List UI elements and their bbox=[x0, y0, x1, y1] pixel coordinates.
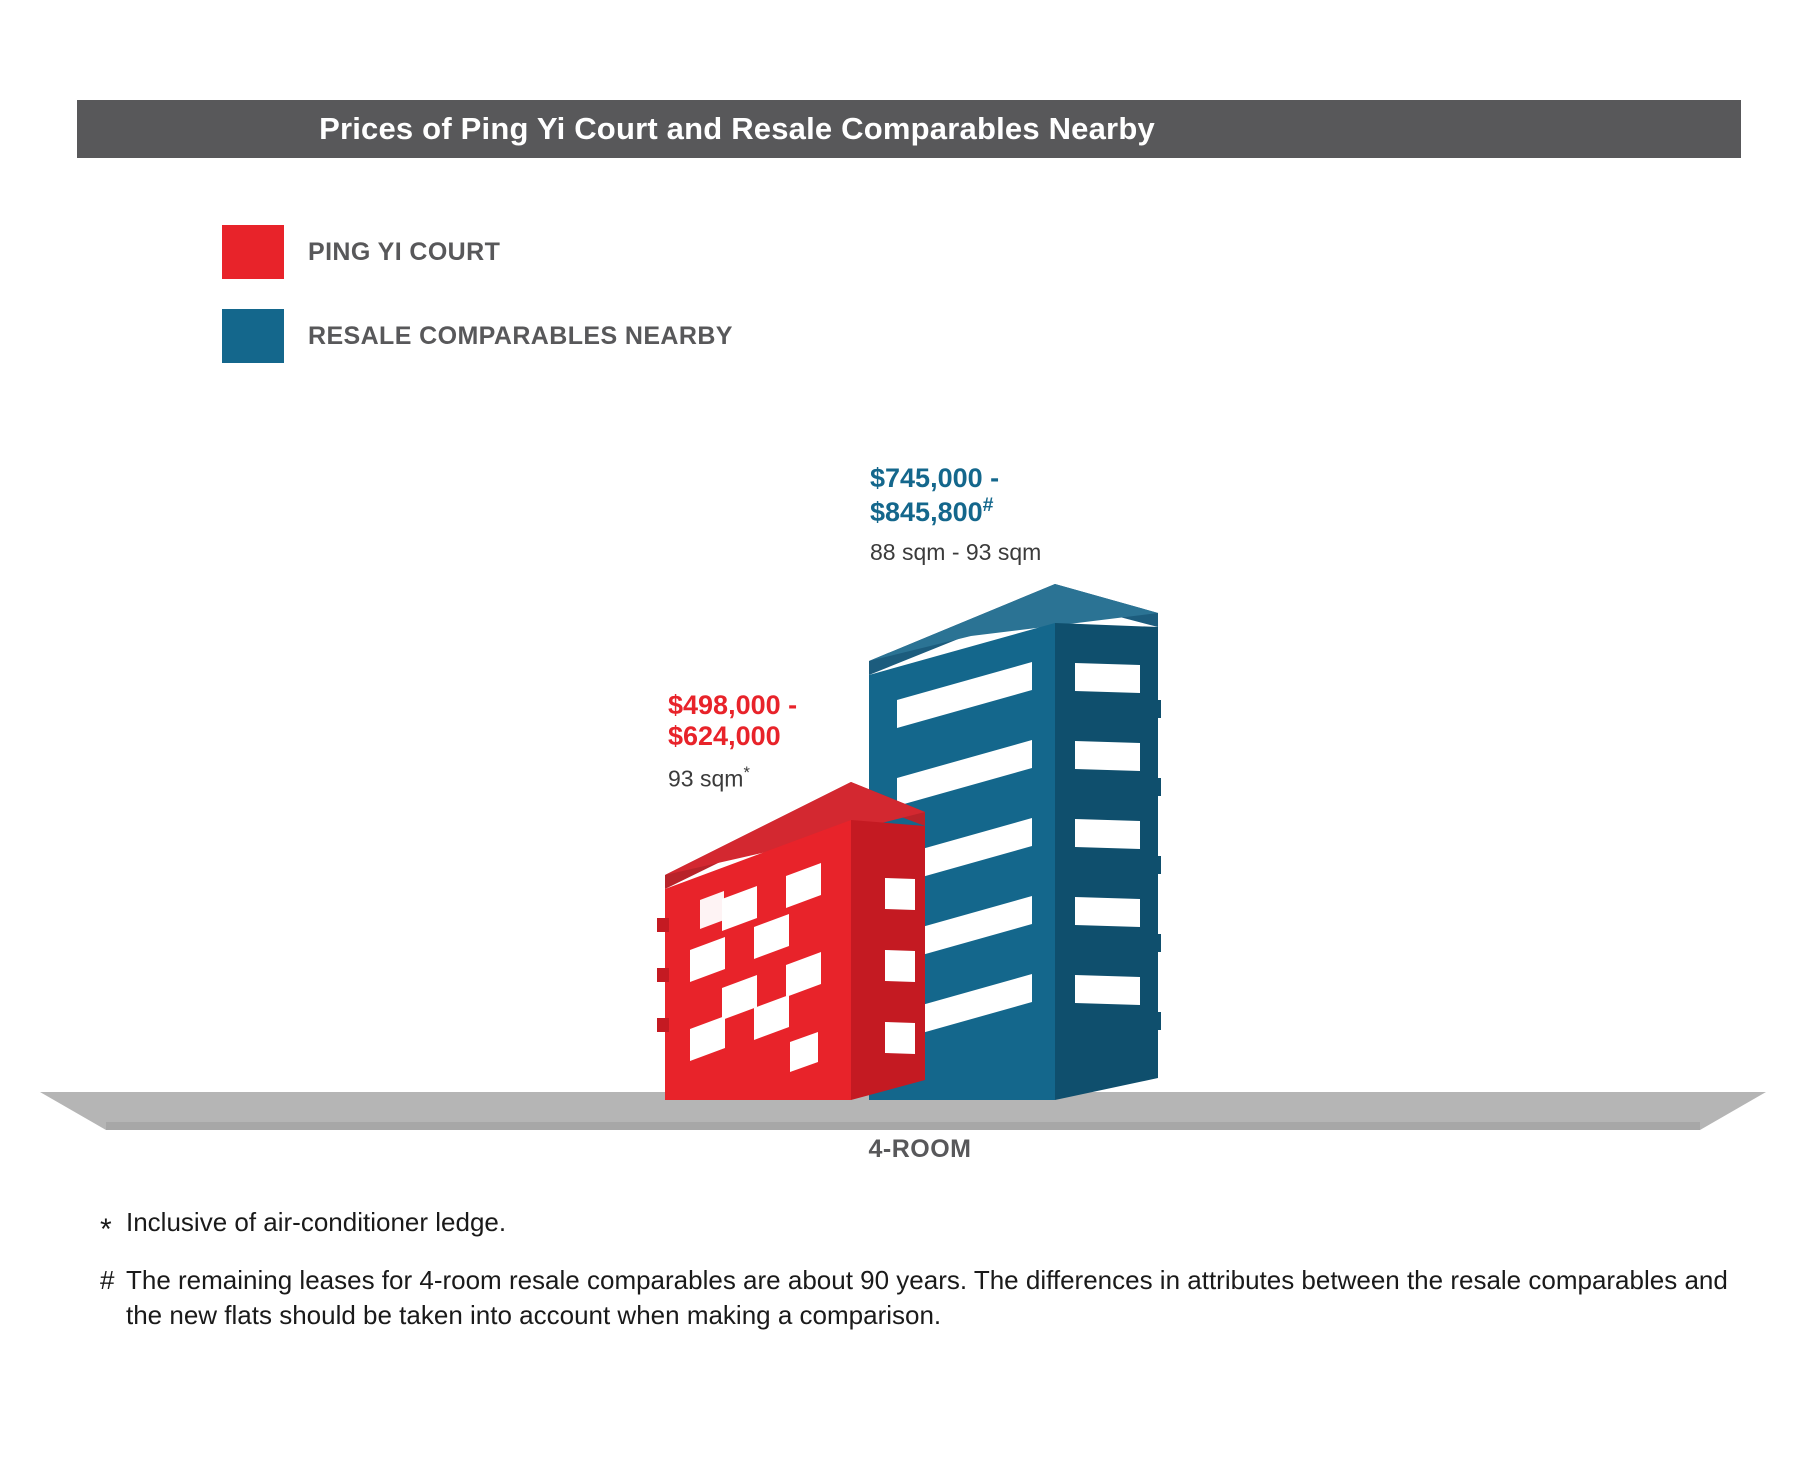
resale-comparables-price-marker: # bbox=[982, 494, 994, 517]
ping-yi-court-area bbox=[668, 763, 797, 793]
legend-label-resale-comparables: RESALE COMPARABLES NEARBY bbox=[308, 321, 733, 350]
resale-comparables-price-line1: $745,000 - bbox=[870, 463, 1000, 493]
resale-comparables-annotation bbox=[870, 463, 1041, 566]
resale-comparables-price-line2 bbox=[870, 494, 1041, 528]
footnote-asterisk bbox=[100, 1205, 1740, 1245]
resale-comparables-price-value: $845,800 bbox=[870, 497, 983, 528]
legend-label-ping-yi-court: PING YI COURT bbox=[308, 237, 501, 266]
ping-yi-court-area-value: 93 sqm bbox=[668, 765, 744, 792]
ping-yi-court-price-line2: $624,000 bbox=[668, 721, 781, 752]
page-title: Prices of Ping Yi Court and Resale Comparables Nearby bbox=[319, 111, 1155, 146]
ping-yi-court-area-marker: * bbox=[743, 762, 750, 782]
footnote-asterisk-text: Inclusive of air-conditioner ledge. bbox=[126, 1207, 507, 1237]
category-label-4-room: 4-ROOM bbox=[868, 1135, 972, 1163]
footnote-hash-text: The remaining leases for 4-room resale comparables are about 90 years. The differences in attributes between the resale comparables and the new flats should be taken into account when making a comparison. bbox=[126, 1265, 1728, 1330]
ping-yi-court-building-icon bbox=[657, 782, 925, 1100]
footnote-asterisk-marker: * bbox=[100, 1213, 112, 1246]
ping-yi-court-annotation bbox=[668, 690, 797, 792]
footnote-hash-marker: # bbox=[100, 1265, 115, 1295]
footnotes bbox=[100, 1205, 1740, 1351]
ping-yi-court-price-line1: $498,000 - bbox=[668, 690, 798, 720]
resale-comparables-area: 88 sqm - 93 sqm bbox=[870, 538, 1042, 565]
footnote-hash bbox=[100, 1263, 1740, 1333]
